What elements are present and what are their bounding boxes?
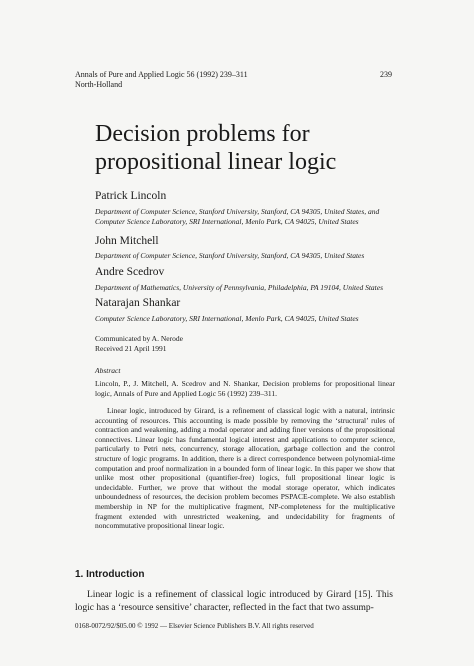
- paper-title: [95, 120, 336, 176]
- page-number: 239: [380, 70, 392, 79]
- author-name: Natarajan Shankar: [95, 297, 181, 309]
- introduction-text: Linear logic is a refinement of classical logic introduced by Girard [15]. This logic has a ‘resource sensitive’ character, reflected in the fact that two assump-: [75, 590, 393, 613]
- section-heading: 1. Introduction: [75, 569, 145, 580]
- publisher: North-Holland: [75, 80, 123, 89]
- communication-info: [95, 334, 183, 354]
- author-affiliation: [95, 207, 405, 227]
- abstract-body: Linear logic, introduced by Girard, is a refinement of classical logic with a natural, intrinsic accounting of resources. This accounting is made possible by removing the ‘structural’ rules of contraction and weakening, adding a modal operator and adding finer versions of the propositional connectives. Linear logic has fundamental logical interest and applications to computer science, particularly to Petri nets, concurrency, storage allocation, garbage collection and the control structure of logic programs. In addition, there is a direct correspondence between polynomial-time computation and proof normalization in a bounded form of linear logic. In this paper we show that unlike most other propositional (quantifier-free) logics, full propositional linear logic is undecidable. Further, we prove that without the modal storage operator, which indicates unboundedness of resources, the decision problem becomes PSPACE-complete. We also establish membership in NP for the multiplicative fragment, NP-completeness for the multiplicative fragment extended with unrestricted weakening, and undecidability for fragments of noncommutative propositional linear logic.: [95, 406, 395, 531]
- author-name: Patrick Lincoln: [95, 190, 167, 202]
- communicated-by: Communicated by A. Nerode: [95, 334, 183, 343]
- abstract-citation: Lincoln, P., J. Mitchell, A. Scedrov and N. Shankar, Decision problems for propositional linear logic, Annals of Pure and Applied Logic 56 (1992) 239–311.: [95, 379, 395, 398]
- author-affiliation: Department of Mathematics, University of Pennsylvania, Philadelphia, PA 19104, United States: [95, 283, 384, 292]
- journal-header: [75, 70, 248, 90]
- copyright-footer: 0168-0072/92/$05.00 © 1992 — Elsevier Science Publishers B.V. All rights reserved: [75, 622, 314, 630]
- affiliation-line: Department of Computer Science, Stanford University, Stanford, CA 94305, United States, and: [95, 207, 380, 216]
- author-affiliation: Computer Science Laboratory, SRI International, Menlo Park, CA 94025, United States: [95, 314, 359, 323]
- author-name: Andre Scedrov: [95, 266, 165, 278]
- received-date: Received 21 April 1991: [95, 344, 167, 353]
- title-line-2: propositional linear logic: [95, 149, 337, 175]
- abstract-heading: Abstract: [95, 366, 121, 375]
- affiliation-line: Computer Science Laboratory, SRI International, Menlo Park, CA 94025, United States: [95, 217, 359, 226]
- journal-citation: Annals of Pure and Applied Logic 56 (1992) 239–311: [75, 70, 248, 79]
- author-affiliation: Department of Computer Science, Stanford University, Stanford, CA 94305, United States: [95, 251, 365, 260]
- title-line-1: Decision problems for: [95, 121, 310, 147]
- author-name: John Mitchell: [95, 235, 159, 247]
